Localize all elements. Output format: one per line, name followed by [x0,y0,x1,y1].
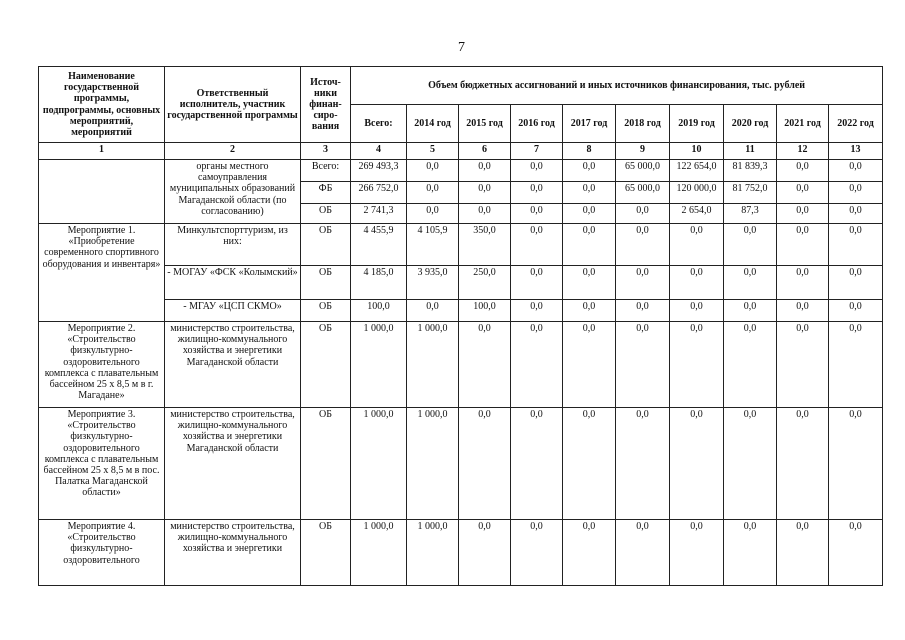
cell-value: 120 000,0 [670,182,724,204]
cell-value: 0,0 [724,224,777,266]
page-number: 7 [458,40,465,55]
cell-value: 0,0 [563,266,616,300]
cell-value: 122 654,0 [670,160,724,182]
cell-value: 0,0 [829,204,883,224]
cell-value: 0,0 [777,182,829,204]
cell-value: 0,0 [616,408,670,520]
cell-value: 3 935,0 [407,266,459,300]
cell-value: 87,3 [724,204,777,224]
column-number: 4 [351,143,407,160]
row-source: Всего: [301,160,351,182]
column-number: 5 [407,143,459,160]
cell-value: 1 000,0 [351,520,407,586]
cell-value: 0,0 [670,300,724,322]
row-source: ОБ [301,204,351,224]
cell-value: 0,0 [459,322,511,408]
cell-value: 0,0 [829,300,883,322]
header-budget: Объем бюджетных ассигнований и иных источников финансирования, тыс. рублей [351,67,883,105]
cell-value: 81 839,3 [724,160,777,182]
cell-value: 4 185,0 [351,266,407,300]
row-responsible: министерство строительства, жилищно-коммунального хозяйства и энергетики [165,520,301,586]
column-number: 3 [301,143,351,160]
cell-value: 2 654,0 [670,204,724,224]
cell-value: 0,0 [511,182,563,204]
table-row [39,160,883,182]
cell-value: 65 000,0 [616,182,670,204]
column-number-row [39,143,883,160]
cell-value: 0,0 [511,322,563,408]
cell-value: 0,0 [563,182,616,204]
column-number: 9 [616,143,670,160]
column-number: 7 [511,143,563,160]
row-name: Мероприятие 1. «Приобретение современного спортивного оборудования и инвентаря» [39,224,165,322]
cell-value: 0,0 [616,322,670,408]
cell-value: 0,0 [829,224,883,266]
cell-value: 0,0 [407,182,459,204]
cell-value: 0,0 [670,224,724,266]
cell-value: 0,0 [777,408,829,520]
row-source: ОБ [301,300,351,322]
cell-value: 0,0 [777,300,829,322]
row-source: ОБ [301,266,351,300]
cell-value: 0,0 [670,408,724,520]
cell-value: 81 752,0 [724,182,777,204]
column-number: 6 [459,143,511,160]
cell-value: 0,0 [459,160,511,182]
cell-value: 350,0 [459,224,511,266]
column-number: 2 [165,143,301,160]
cell-value: 0,0 [563,204,616,224]
column-number: 11 [724,143,777,160]
cell-value: 1 000,0 [407,322,459,408]
cell-value: 0,0 [670,520,724,586]
row-responsible: - МОГАУ «ФСК «Колымский» [165,266,301,300]
row-source: ОБ [301,520,351,586]
cell-value: 0,0 [511,204,563,224]
cell-value: 4 105,9 [407,224,459,266]
cell-value: 0,0 [563,408,616,520]
row-responsible: министерство строительства, жилищно-коммунального хозяйства и энергетики Магаданской области [165,408,301,520]
row-source: ОБ [301,408,351,520]
cell-value: 0,0 [616,224,670,266]
cell-value: 0,0 [829,322,883,408]
cell-value: 0,0 [777,160,829,182]
header-year: 2022 год [829,105,883,143]
row-source: ОБ [301,224,351,266]
cell-value: 1 000,0 [407,520,459,586]
cell-value: 0,0 [670,266,724,300]
column-number: 10 [670,143,724,160]
cell-value: 1 000,0 [351,408,407,520]
cell-value: 0,0 [563,224,616,266]
row-name: Мероприятие 3. «Строительство физкультурно-оздоровительного комплекса с плавательным бассейном 25 х 8,5 м в пос. Палатка Магаданской области» [39,408,165,520]
cell-value: 266 752,0 [351,182,407,204]
column-number: 13 [829,143,883,160]
table-row [39,224,883,266]
cell-value: 0,0 [511,520,563,586]
cell-value: 0,0 [829,520,883,586]
cell-value: 0,0 [563,322,616,408]
cell-value: 2 741,3 [351,204,407,224]
row-responsible: министерство строительства, жилищно-коммунального хозяйства и энергетики Магаданской области [165,322,301,408]
cell-value: 0,0 [563,300,616,322]
cell-value: 0,0 [511,408,563,520]
cell-value: 0,0 [777,322,829,408]
row-responsible: Минкультспорттуризм, из них: [165,224,301,266]
header-source: Источ-ники финан-сиро-вания [301,67,351,143]
cell-value: 100,0 [459,300,511,322]
cell-value: 0,0 [724,408,777,520]
cell-value: 0,0 [511,160,563,182]
table-row [39,520,883,586]
cell-value: 0,0 [511,224,563,266]
table-row [39,300,883,322]
row-source: ОБ [301,322,351,408]
row-name [39,160,165,224]
cell-value: 0,0 [829,266,883,300]
cell-value: 0,0 [616,266,670,300]
cell-value: 0,0 [563,520,616,586]
cell-value: 0,0 [616,204,670,224]
budget-table [38,66,883,586]
table-row [39,322,883,408]
cell-value: 0,0 [829,160,883,182]
header-year: 2019 год [670,105,724,143]
cell-value: 0,0 [777,224,829,266]
header-name: Наименование государственной программы, подпрограммы, основных мероприятий, мероприятий [39,67,165,143]
cell-value: 0,0 [616,520,670,586]
row-responsible: органы местного самоуправления муниципальных образований Магаданской области (по согласованию) [165,160,301,224]
cell-value: 0,0 [563,160,616,182]
column-number: 12 [777,143,829,160]
cell-value: 0,0 [459,204,511,224]
cell-value: 0,0 [724,266,777,300]
cell-value: 0,0 [670,322,724,408]
row-source: ФБ [301,182,351,204]
cell-value: 4 455,9 [351,224,407,266]
cell-value: 0,0 [829,408,883,520]
cell-value: 0,0 [777,520,829,586]
cell-value: 100,0 [351,300,407,322]
cell-value: 250,0 [459,266,511,300]
column-number: 8 [563,143,616,160]
row-name: Мероприятие 4. «Строительство физкультурно-оздоровительного [39,520,165,586]
header-year: 2021 год [777,105,829,143]
cell-value: 0,0 [829,182,883,204]
cell-value: 0,0 [407,160,459,182]
cell-value: 1 000,0 [407,408,459,520]
cell-value: 0,0 [407,204,459,224]
column-number: 1 [39,143,165,160]
cell-value: 0,0 [511,300,563,322]
cell-value: 0,0 [777,204,829,224]
cell-value: 0,0 [777,266,829,300]
header-year: 2016 год [511,105,563,143]
header-year: 2017 год [563,105,616,143]
cell-value: 0,0 [407,300,459,322]
row-name: Мероприятие 2. «Строительство физкультурно-оздоровительного комплекса с плавательным бассейном 25 х 8,5 м в г. Магадане» [39,322,165,408]
table-row [39,266,883,300]
cell-value: 1 000,0 [351,322,407,408]
cell-value: 0,0 [724,322,777,408]
cell-value: 0,0 [724,300,777,322]
header-year: 2015 год [459,105,511,143]
cell-value: 0,0 [459,520,511,586]
cell-value: 0,0 [724,520,777,586]
cell-value: 65 000,0 [616,160,670,182]
table-row [39,408,883,520]
cell-value: 269 493,3 [351,160,407,182]
cell-value: 0,0 [459,182,511,204]
cell-value: 0,0 [616,300,670,322]
cell-value: 0,0 [459,408,511,520]
header-year: 2014 год [407,105,459,143]
header-responsible: Ответственный исполнитель, участник государственной программы [165,67,301,143]
header-total: Всего: [351,105,407,143]
cell-value: 0,0 [511,266,563,300]
header-year: 2020 год [724,105,777,143]
row-responsible: - МГАУ «ЦСП СКМО» [165,300,301,322]
header-year: 2018 год [616,105,670,143]
